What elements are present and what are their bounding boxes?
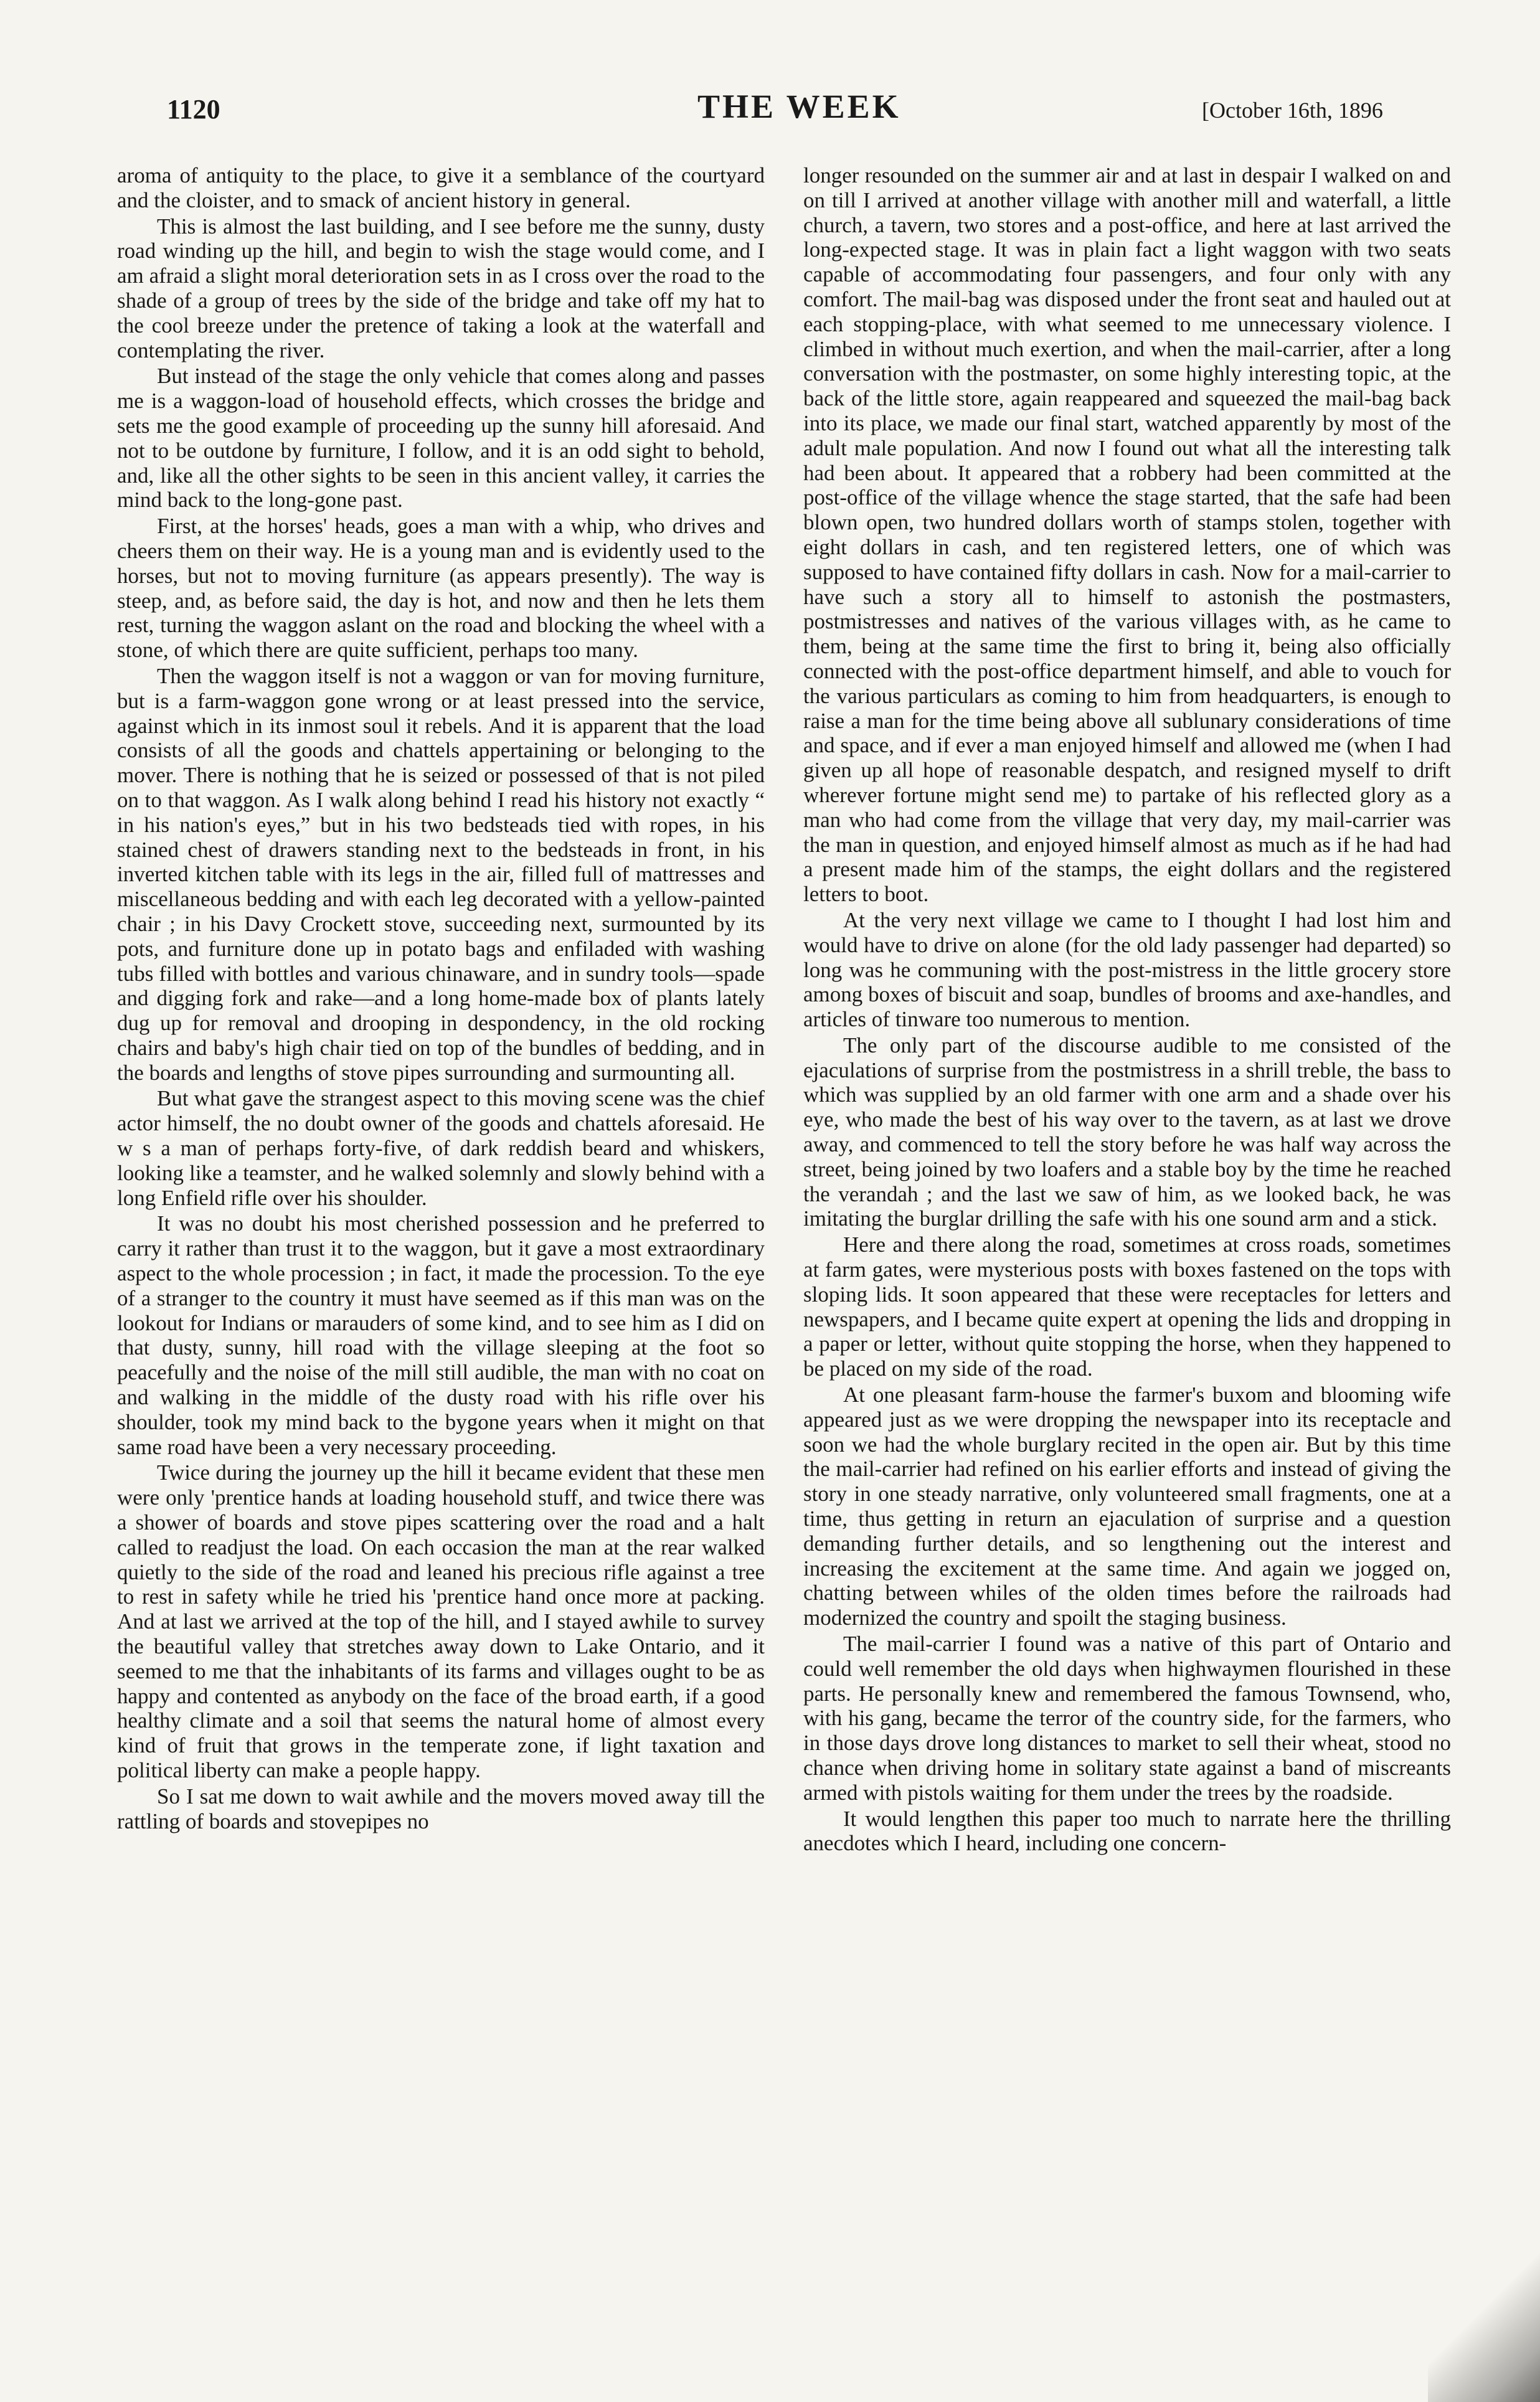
left-column <box>117 163 765 1835</box>
scan-edge-shadow <box>1428 2240 1540 2402</box>
paragraph: This is almost the last building, and I see before me the sunny, dusty road winding up the hill, and begin to wish the stage would come, and I am afraid a slight moral deterioration sets in as I cross over the road to the shade of a group of trees by the side of the bridge and take off my hat to the cool breeze under the pretence of taking a look at the waterfall and contemplating the river. <box>117 214 765 362</box>
publication-title: THE WEEK <box>697 88 901 125</box>
paragraph: At one pleasant farm-house the farmer's buxom and blooming wife appeared just as we were dropping the newspaper into its receptacle and soon we had the whole burglary recited in the open air. But by this time the mail-carrier had refined on his earlier efforts and instead of giving the story in one steady narrative, only volunteered small fragments, one at a time, thus getting in return an ejaculation of surprise and a question demanding further details, and so lengthening out the interest and increasing the excitement at the same time. And again we jogged on, chatting between whiles of the olden times before the railroads had modernized the country and spoilt the staging business. <box>803 1383 1451 1630</box>
paragraph: It would lengthen this paper too much to narrate here the thrilling anecdotes which I heard, including one concern- <box>803 1806 1451 1856</box>
paragraph: The only part of the discourse audible to me consisted of the ejaculations of surprise from the postmistress in a shrill treble, the bass to which was supplied by an old farmer with one arm and a shade over his eye, who made the best of his way over to the tavern, as at last we drove away, and commenced to tell the story before he was half way across the street, being joined by two loafers and a stable boy by the time he reached the verandah ; and the last we saw of him, as we looked back, he was imitating the burglar drilling the safe with his one sound arm and a stick. <box>803 1033 1451 1231</box>
paragraph: At the very next village we came to I thought I had lost him and would have to drive on alone (for the old lady passenger had departed) so long was he communing with the post-mistress in the little grocery store among boxes of biscuit and soap, bundles of brooms and axe-handles, and articles of tinware too numerous to mention. <box>803 907 1451 1032</box>
paragraph: So I sat me down to wait awhile and the movers moved away till the rattling of boards and stovepipes no <box>117 1784 765 1833</box>
paragraph: But what gave the strangest aspect to this moving scene was the chief actor himself, the no doubt owner of the goods and chattels aforesaid. He w s a man of perhaps forty-five, of dark reddish beard and whiskers, looking like a teamster, and he walked solemnly and slowly behind with a long Enfield rifle over his shoulder. <box>117 1086 765 1210</box>
paragraph: It was no doubt his most cherished possession and he preferred to carry it rather than trust it to the waggon, but it gave a most extraordinary aspect to the whole procession ; in fact, it made the procession. To the eye of a stranger to the country it must have seemed as if this man was on the lookout for Indians or marauders of some kind, and to see him as I did on that dusty, sunny, hill road with the village sleeping at the foot so peacefully and the noise of the mill still audible, the man with no coat on and walking in the middle of the dusty road with his rifle over his shoulder, took my mind back to the bygone years when it might on that same road have been a very necessary proceeding. <box>117 1211 765 1459</box>
page-number: 1120 <box>167 94 220 125</box>
paragraph: Then the waggon itself is not a waggon or van for moving furniture, but is a farm-waggon gone wrong or at least pressed into the service, against which in its inmost soul it rebels. And it is apparent that the load consists of all the goods and chattels appertaining or belonging to the mover. There is nothing that he is seized or possessed of that is not piled on to that waggon. As I walk along behind I read his history not exactly “ in his nation's eyes,” but in his two bedsteads tied with ropes, in his stained chest of drawers standing next to the bedsteads in front, in his inverted kitchen table with its legs in the air, filled full of mattresses and miscellaneous bedding and with each leg decorated with a yellow-painted chair ; in his Davy Crockett stove, succeeding next, surmounted by its pots, and furniture done up in potato bags and enfiladed with washing tubs filled with bottles and various chinaware, and in sundry tools—spade and digging fork and rake—and a long home-made box of plants lately dug up for removal and drooping in despondency, in the old rocking chairs and baby's high chair tied on top of the bundles of bedding, and in the boards and lengths of stove pipes surrounding and surmounting all. <box>117 663 765 1085</box>
right-column <box>803 163 1451 1857</box>
paragraph: Twice during the journey up the hill it became evident that these men were only 'prentice hands at loading household stuff, and twice there was a shower of boards and stove pipes scattering over the road and a halt called to readjust the load. On each occasion the man at the rear walked quietly to the side of the road and leaned his precious rifle against a tree to rest in safety while he tried his 'prentice hand once more at packing. And at last we arrived at the top of the hill, and I stayed awhile to survey the beautiful valley that stretches away down to Lake Ontario, and it seemed to me that the inhabitants of its farms and villages ought to be as happy and contented as anybody on the face of the broad earth, if a good healthy climate and a soil that seems the natural home of almost every kind of fruit that grows in the temperate zone, if light taxation and political liberty can make a people happy. <box>117 1460 765 1782</box>
issue-date: [October 16th, 1896 <box>1202 98 1383 123</box>
paragraph: Here and there along the road, sometimes at cross roads, sometimes at farm gates, were mysterious posts with boxes fastened on the tops with sloping lids. It soon appeared that these were receptacles for letters and newspapers, and I became quite expert at opening the lids and dropping in a paper or letter, without quite stopping the horse, when they happened to be placed on my side of the road. <box>803 1232 1451 1381</box>
paragraph: longer resounded on the summer air and at last in despair I walked on and on till I arrived at another village with another mill and waterfall, a little church, a tavern, two stores and a post-office, and here at last arrived the long-expected stage. It was in plain fact a light waggon with two seats capable of accommodating four passengers, and four only with any comfort. The mail-bag was disposed under the front seat and hauled out at each stopping-place, with what seemed to me unnecessary violence. I climbed in without much exertion, and when the mail-carrier, after a long conversation with the postmaster, on some highly interesting topic, at the back of the little store, again reappeared and squeezed the mail-bag back into its place, we made our final start, watched apparently by most of the adult male population. And now I found out what all the interesting talk had been about. It appeared that a robbery had been committed at the post-office of the village whence the stage started, that the safe had been blown open, two hundred dollars worth of stamps stolen, together with eight dollars in cash, and ten registered letters, one of which was supposed to have contained fifty dollars in cash. Now for a mail-carrier to have such a story all to himself to astonish the postmasters, postmistresses and natives of the various villages with, as he came to them, being at the same time the first to bring it, being also officially connected with the post-office department himself, and able to vouch for the various particulars as coming to him from headquarters, is enough to raise a man for the time being above all sublunary considerations of time and space, and if ever a man enjoyed himself and allowed me (when I had given up all hope of reasonable despatch, and resigned myself to drift wherever fortune might send me) to partake of his reflected glory as a man who had come from the village that very day, my mail-carrier was the man in question, and enjoyed himself almost as much as if he had had a present made him of the stamps, the eight dollars and the registered letters to boot. <box>803 163 1451 907</box>
paragraph: But instead of the stage the only vehicle that comes along and passes me is a waggon-load of household effects, which crosses the bridge and sets me the good example of proceeding up the sunny hill aforesaid. And not to be outdone by furniture, I follow, and it is an odd sight to behold, and, like all the other sights to be seen in this ancient valley, it carries the mind back to the long-gone past. <box>117 364 765 513</box>
paragraph: aroma of antiquity to the place, to give it a semblance of the courtyard and the cloister, and to smack of ancient history in general. <box>117 163 765 212</box>
paragraph: The mail-carrier I found was a native of this part of Ontario and could well remember the old days when highwaymen flourished in these parts. He personally knew and remembered the famous Townsend, who, with his gang, became the terror of the country side, for the farmers, who in those days drove long distances to market to sell their wheat, stood no chance when driving home in solitary state against a band of miscreants armed with pistols waiting for them under the trees by the roadside. <box>803 1632 1451 1805</box>
paragraph: First, at the horses' heads, goes a man with a whip, who drives and cheers them on their way. He is a young man and is evidently used to the horses, but not to moving furniture (as appears presently). The way is steep, and, as before said, the day is hot, and now and then he lets them rest, turning the waggon aslant on the road and blocking the wheel with a stone, of which there are quite sufficient, perhaps too many. <box>117 514 765 663</box>
page-header <box>0 87 1540 137</box>
